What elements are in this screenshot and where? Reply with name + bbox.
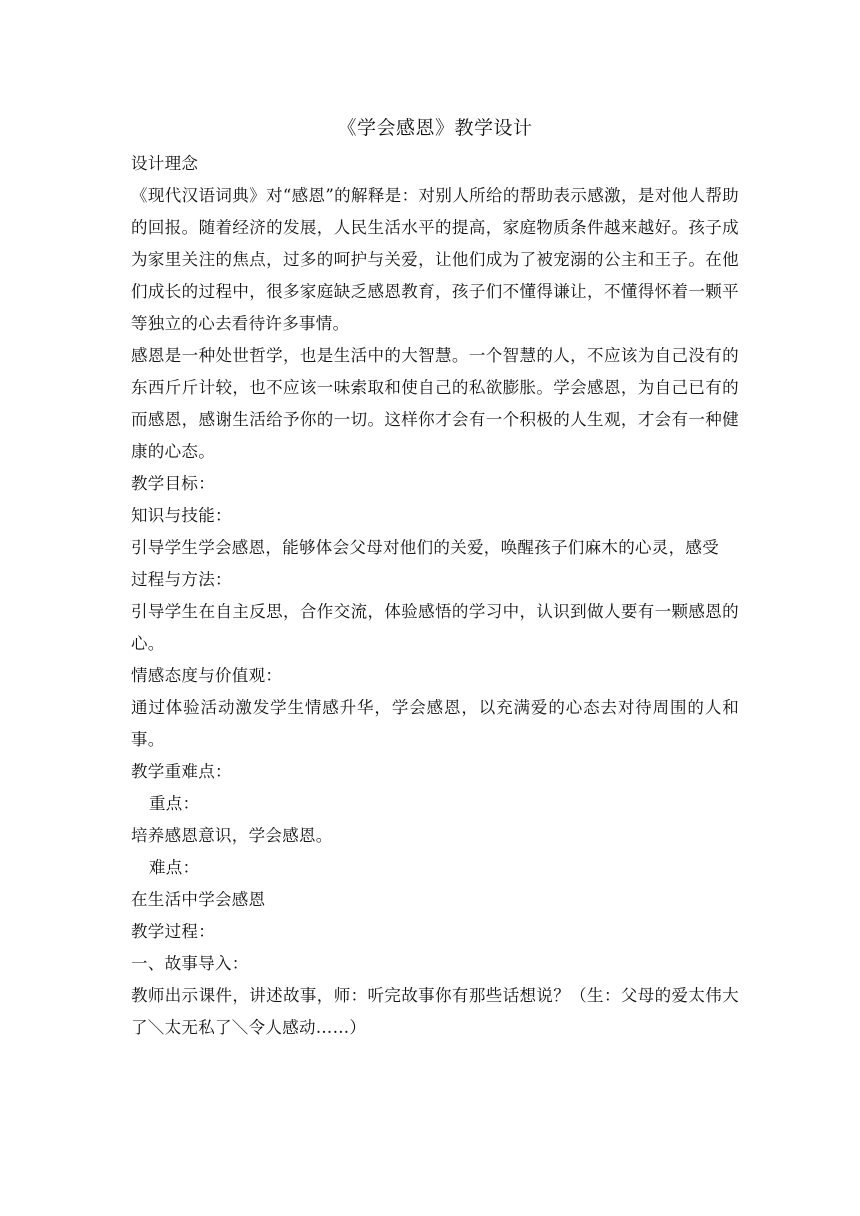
- section-heading-key-difficult-points: 教学重难点：: [131, 762, 232, 781]
- paragraph-knowledge-skills: 引导学生学会感恩，能够体会父母对他们的关爱，唤醒孩子们麻木的心灵，感受: [131, 538, 719, 557]
- section-heading-design-concept: 设计理念: [131, 154, 199, 173]
- section-heading-teaching-goals: 教学目标：: [131, 474, 215, 493]
- paragraph-emotional-attitude: 通过体验活动激发学生情感升华，学会感恩，以充满爱的心态去对待周围的人和事。: [131, 698, 739, 749]
- document-body: [131, 114, 739, 1044]
- paragraph-difficult-point: 在生活中学会感恩: [131, 890, 266, 909]
- paragraph-story-intro: 教师出示课件，讲述故事，师：听完故事你有那些话想说？（生：父母的爱太伟大了＼太无私了＼令人感动……）: [131, 986, 739, 1037]
- paragraph-dictionary-definition: 《现代汉语词典》对“感恩”的解释是：对别人所给的帮助表示感激，是对他人帮助的回报。随着经济的发展，人民生活水平的提高，家庭物质条件越来越好。孩子成为家里关注的焦点，过多的呵护与关爱，让他们成为了被宠溺的公主和王子。在他们成长的过程中，很多家庭缺乏感恩教育，孩子们不懂得谦让，不懂得怀着一颗平等独立的心去看待许多事情。: [131, 186, 739, 333]
- subheading-knowledge-skills: 知识与技能：: [131, 506, 232, 525]
- paragraph-process-methods: 引导学生在自主反思，合作交流，体验感悟的学习中，认识到做人要有一颗感恩的心。: [131, 602, 739, 653]
- subheading-story-intro: 一、故事导入：: [131, 954, 249, 973]
- paragraph-gratitude-philosophy: 感恩是一种处世哲学，也是生活中的大智慧。一个智慧的人，不应该为自己没有的东西斤斤计较，也不应该一味索取和使自己的私欲膨胀。学会感恩，为自己已有的而感恩，感谢生活给予你的一切。这样你才会有一个积极的人生观，才会有一种健康的心态。: [131, 346, 739, 461]
- subheading-process-methods: 过程与方法：: [131, 570, 232, 589]
- subheading-emotional-attitude: 情感态度与价值观：: [131, 666, 283, 685]
- paragraph-key-point: 培养感恩意识，学会感恩。: [131, 826, 333, 845]
- section-heading-teaching-process: 教学过程：: [131, 922, 215, 941]
- subheading-difficult-point: 难点：: [149, 858, 200, 877]
- page-title: 《学会感恩》教学设计: [337, 117, 533, 139]
- subheading-key-point: 重点：: [149, 794, 200, 813]
